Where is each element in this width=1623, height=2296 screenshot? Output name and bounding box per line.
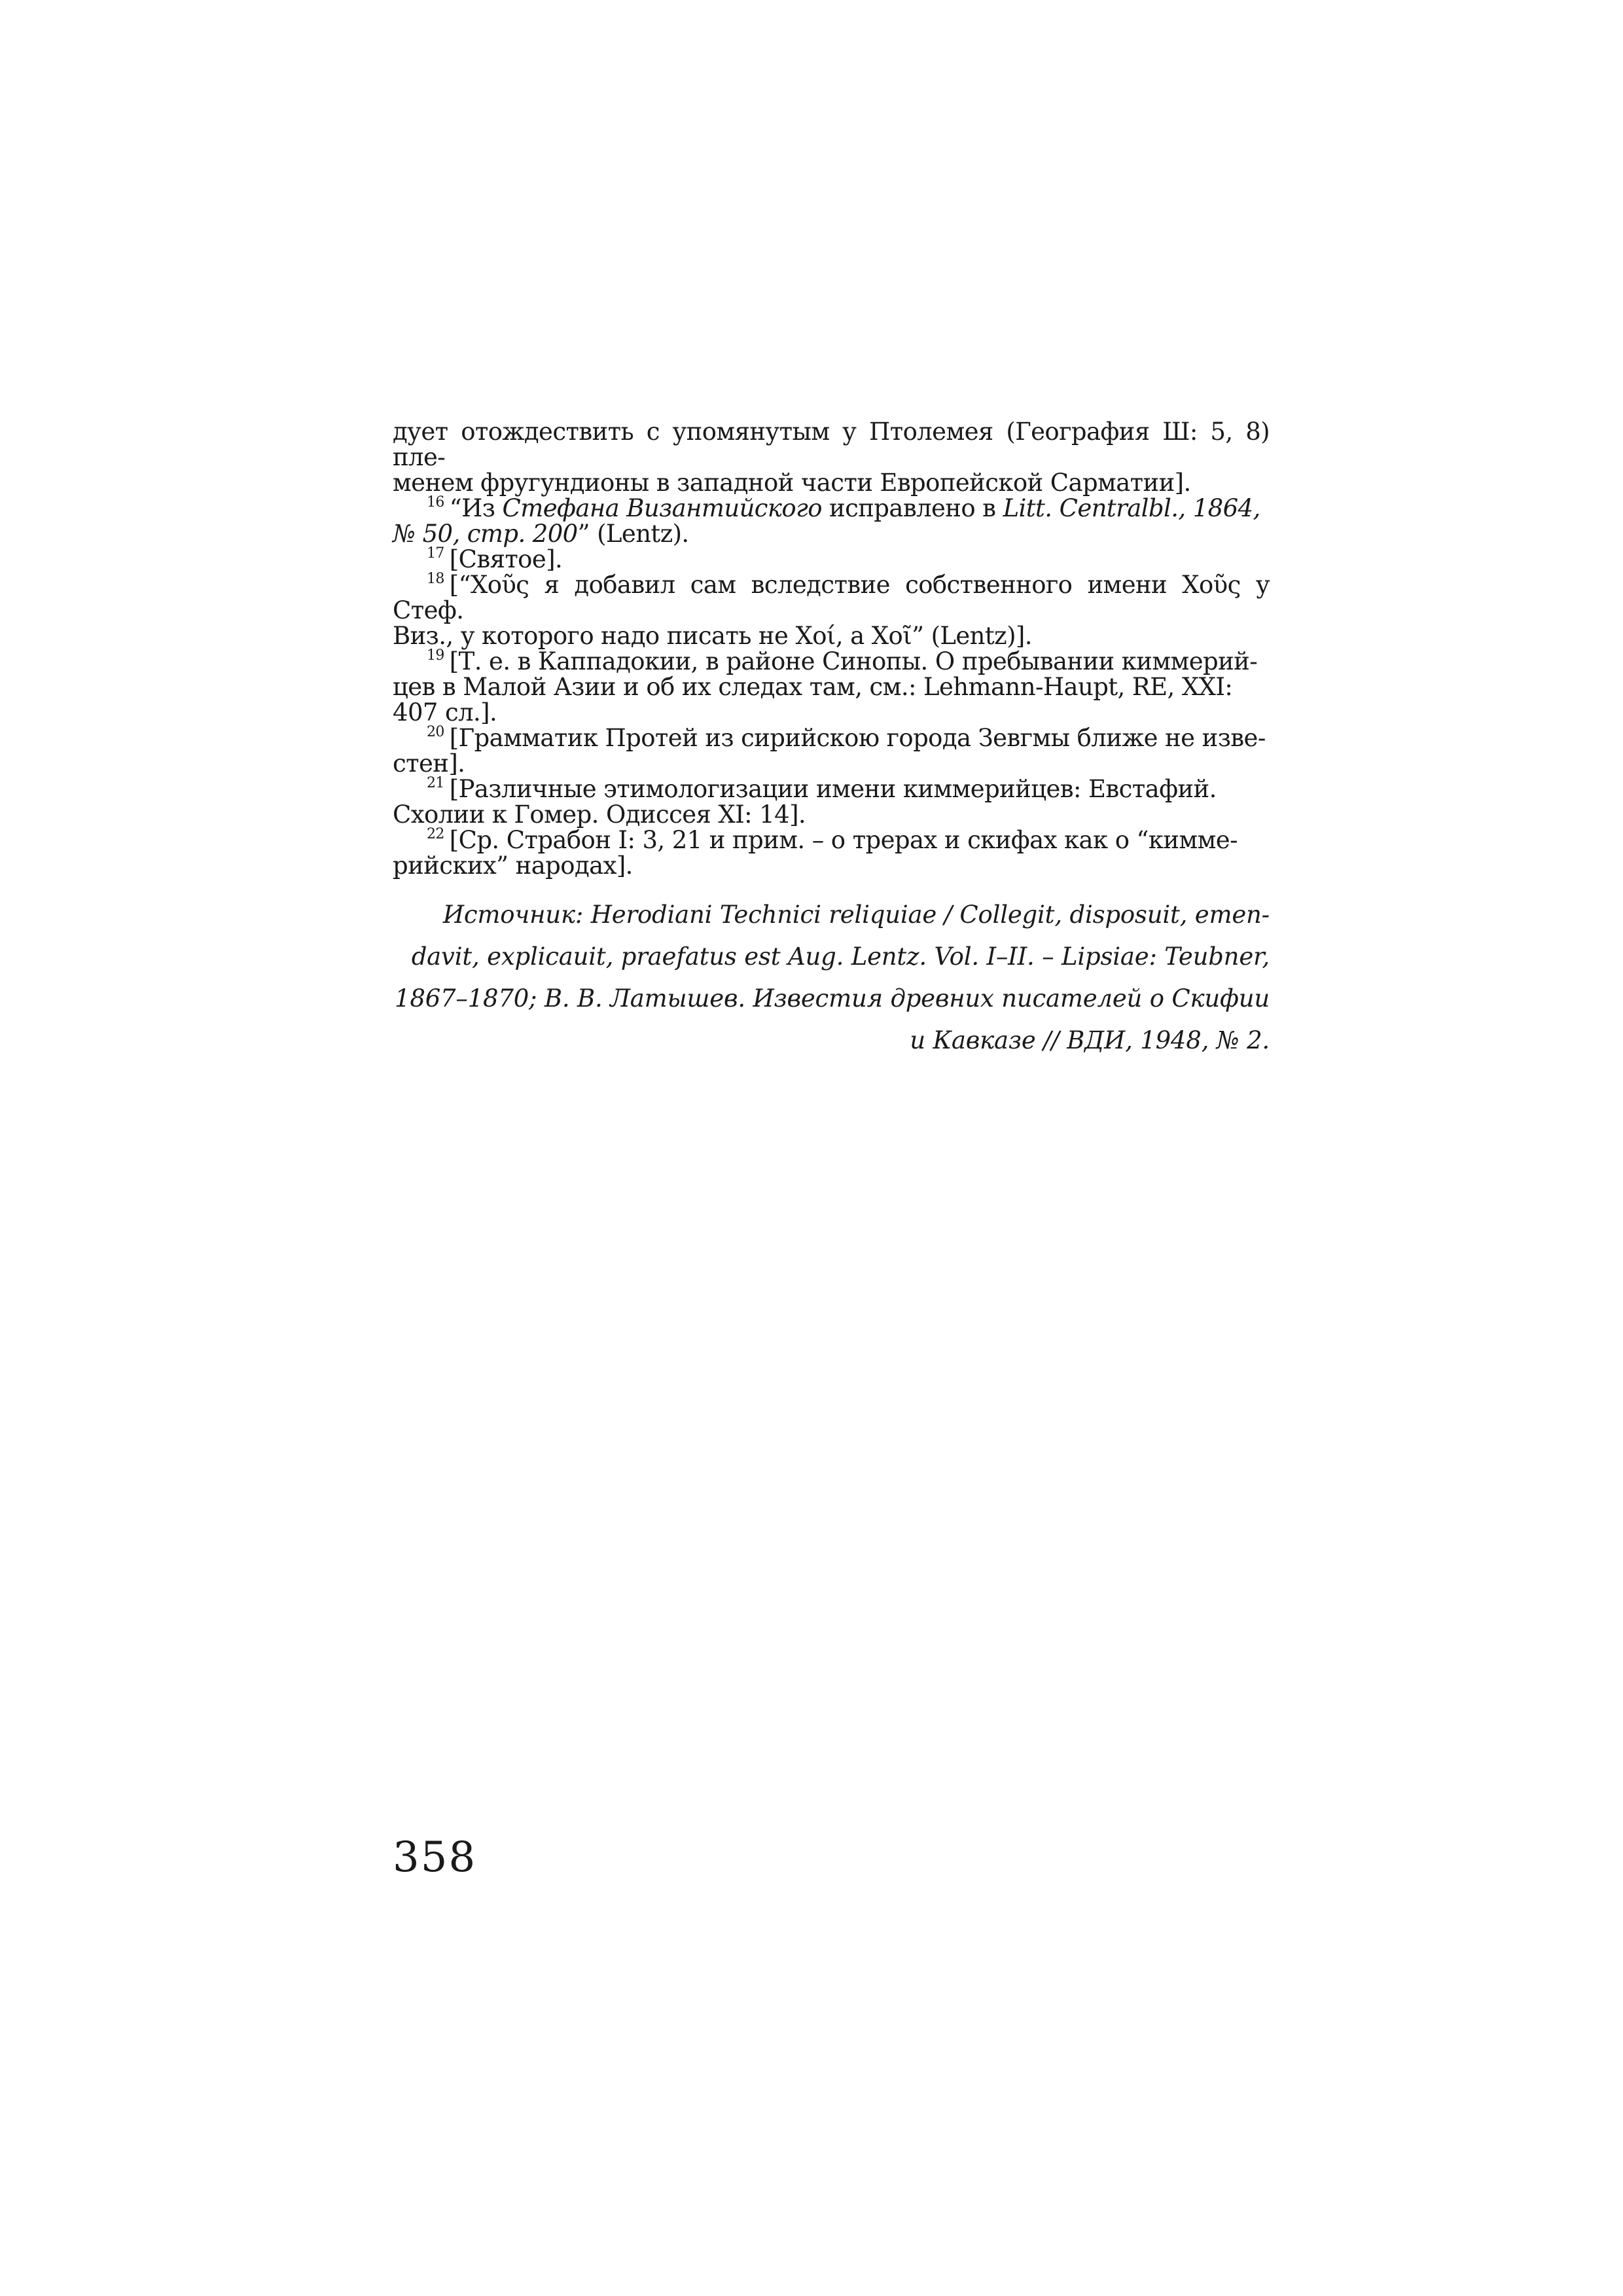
footnote-21 <box>393 776 1270 827</box>
footnote-text: Схолии к Гомер. Одиссея XI: 14]. <box>393 800 806 829</box>
footnote-text: [Т. е. в Каппадокии, в районе Синопы. О пребывании киммерий- <box>449 647 1258 675</box>
footnote-number: 19 <box>427 647 444 664</box>
footnote-text: цев в Малой Азии и об их следах там, см.: Lehmann-Haupt, RE, XXI: <box>393 673 1233 701</box>
footnote-19 <box>393 649 1270 725</box>
footnote-text: [Различные этимологизации имени киммерийцев: Евстафий. <box>449 775 1217 803</box>
page-number: 358 <box>393 1833 477 1882</box>
footnotes-list <box>393 495 1270 878</box>
source-line-1: Источник: Herodiani Technici reliquiae / Collegit, disposuit, emen- <box>442 901 1270 929</box>
footnote-text: ” (Lentz). <box>577 520 689 548</box>
footnote-number: 21 <box>427 775 444 791</box>
footnote-text: № 50, стр. 200 <box>393 520 578 548</box>
source-line-4: и Кавказе // ВДИ, 1948, № 2. <box>910 1026 1270 1054</box>
footnote-text: рийских” народах]. <box>393 852 633 880</box>
footnote-16 <box>393 495 1270 547</box>
source-citation <box>393 894 1270 1062</box>
footnote-number: 16 <box>427 494 444 511</box>
footnote-text: стен]. <box>393 749 465 778</box>
footnote-17 <box>393 547 1270 572</box>
source-line-2: davit, explicauit, praefatus est Aug. Lentz. Vol. I–II. – Lipsiae: Teubner, <box>411 942 1270 971</box>
continuation-paragraph <box>393 419 1270 495</box>
footnote-text: Стефана Византийского <box>502 494 822 522</box>
footnote-text: Litt. Centralbl., 1864, <box>1003 494 1260 522</box>
footnote-text: исправлено в <box>821 494 1003 522</box>
footnote-text: [“Χοῦς я добавил сам вследствие собственного имени Χοῦς у Стеф. <box>393 571 1270 624</box>
footnote-text: 407 сл.]. <box>393 698 497 726</box>
footnote-text: Виз., у которого надо писать не Χοί, а Χοῖ” (Lentz)]. <box>393 622 1032 650</box>
continuation-line-2: менем фругундионы в западной части Европейской Сарматии]. <box>393 469 1191 497</box>
footnote-text: [Святое]. <box>449 545 563 573</box>
footnote-number: 17 <box>427 545 444 562</box>
footnote-text: [Ср. Страбон I: 3, 21 и прим. – о трерах и скифах как о “кимме- <box>449 826 1238 854</box>
source-line-3: 1867–1870; В. В. Латышев. Известия древних писателей о Скифии <box>395 984 1270 1013</box>
footnote-18 <box>393 572 1270 649</box>
text-block <box>393 419 1270 1062</box>
footnote-number: 22 <box>427 826 444 842</box>
footnote-text: “Из <box>449 494 503 522</box>
footnote-number: 18 <box>427 571 444 587</box>
footnote-number: 20 <box>427 724 444 740</box>
continuation-line-1: дует отождествить с упомянутым у Птолемея (География Ш: 5, 8) пле- <box>393 418 1270 471</box>
footnote-20 <box>393 725 1270 776</box>
footnote-text: [Грамматик Протей из сирийскою города Зевгмы ближе не изве- <box>449 724 1266 752</box>
footnote-22 <box>393 827 1270 878</box>
